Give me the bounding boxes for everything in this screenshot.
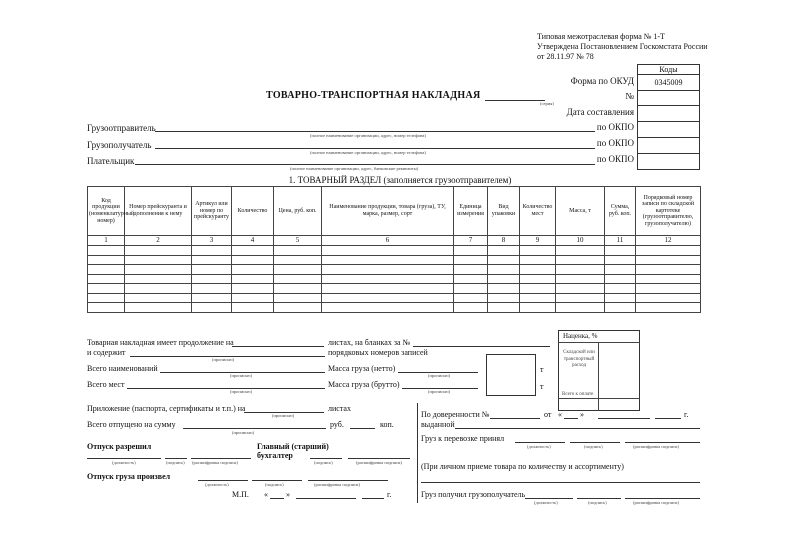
codes-block (637, 64, 700, 170)
personal-acceptance-field[interactable] (421, 482, 700, 483)
received-position-hint: (должность) (534, 500, 558, 505)
released-name-hint: (расшифровка подписи) (314, 482, 360, 487)
table-cell[interactable] (322, 246, 454, 256)
table-cell[interactable] (125, 293, 192, 303)
released-signature-field[interactable] (252, 480, 302, 481)
table-cell[interactable] (192, 293, 232, 303)
table-cell[interactable] (125, 246, 192, 256)
accountant-name-field[interactable] (348, 458, 410, 459)
accepted-signature-hint: (подпись) (584, 444, 603, 449)
cargo-released-label: Отпуск груза произвел (87, 472, 171, 481)
table-cell[interactable] (88, 293, 125, 303)
table-cell[interactable] (454, 274, 488, 284)
col-header-11: Сумма, руб. коп. (605, 187, 636, 236)
total-names-hint: (прописью) (230, 373, 253, 378)
col-number-7: 7 (454, 236, 488, 246)
table-cell[interactable] (454, 293, 488, 303)
col-number-6: 6 (322, 236, 454, 246)
table-cell[interactable] (232, 246, 274, 256)
table-cell[interactable] (232, 265, 274, 275)
table-row (88, 255, 701, 265)
table-cell[interactable] (322, 303, 454, 313)
table-cell[interactable] (636, 255, 701, 265)
col-header-3: Артикул или номер по прейскуранту (192, 187, 232, 236)
received-position-field[interactable] (525, 498, 573, 499)
table-cell[interactable] (274, 246, 322, 256)
table-cell[interactable] (322, 274, 454, 284)
table-cell[interactable] (192, 255, 232, 265)
col-number-11: 11 (605, 236, 636, 246)
contains-hint: (прописью) (212, 357, 235, 362)
release-name-hint: (расшифровка подписи) (192, 460, 238, 465)
table-cell[interactable] (322, 255, 454, 265)
accepted-position-hint: (должность) (527, 444, 551, 449)
table-cell[interactable] (605, 255, 636, 265)
table-cell[interactable] (488, 284, 520, 294)
markup-divider-2 (558, 398, 640, 399)
table-row (88, 265, 701, 275)
table-cell[interactable] (520, 255, 556, 265)
received-signature-hint: (подпись) (588, 500, 607, 505)
consignee-field[interactable] (155, 148, 595, 149)
accountant-name-hint: (расшифровка подписи) (356, 460, 402, 465)
form-info-line1: Типовая межотраслевая форма № 1-Т (537, 32, 665, 41)
table-cell[interactable] (636, 246, 701, 256)
date-quote-open: « (264, 490, 268, 499)
table-row (88, 246, 701, 256)
markup-total: Всего к оплате (562, 392, 594, 397)
table-cell[interactable] (636, 293, 701, 303)
accepted-position-field[interactable] (515, 442, 565, 443)
col-header-7: Единица измерения (454, 187, 488, 236)
table-cell[interactable] (605, 274, 636, 284)
series-hint: (серия) (540, 101, 554, 106)
col-header-6: Наименование продукции, товара (груза), ТУ, марка, размер, сорт (322, 187, 454, 236)
gross-unit: т (540, 382, 544, 391)
col-number-1: 1 (88, 236, 125, 246)
okpo-consignee-label: по ОКПО (596, 138, 634, 148)
okpo-shipper-cell[interactable] (637, 122, 700, 138)
col-header-8: Вид упаковки (488, 187, 520, 236)
table-cell[interactable] (636, 284, 701, 294)
number-cell[interactable] (637, 91, 700, 107)
net-mass-hint: (прописью) (428, 373, 451, 378)
col-number-4: 4 (232, 236, 274, 246)
released-sum-label: Всего отпущено на сумму (87, 420, 176, 429)
attorney-day-field[interactable] (564, 418, 578, 419)
received-signature-field[interactable] (577, 498, 621, 499)
table-cell[interactable] (556, 284, 605, 294)
markup-divider (558, 342, 640, 343)
payer-label: Плательщик (87, 156, 135, 166)
release-signature-hint: (подпись) (166, 460, 185, 465)
chief-accountant-label: Главный (старший) бухгалтер (257, 442, 329, 461)
date-label: Дата составления (566, 107, 634, 117)
attachment-label: Приложение (паспорта, сертификаты и т.п.) на (87, 404, 246, 413)
table-cell[interactable] (232, 303, 274, 313)
release-name-field[interactable] (191, 458, 251, 459)
table-cell[interactable] (322, 284, 454, 294)
attachment-hint: (прописью) (272, 413, 295, 418)
attorney-month-field[interactable] (598, 418, 650, 419)
contains-label: и содержит (87, 348, 126, 357)
table-cell[interactable] (454, 265, 488, 275)
table-cell[interactable] (488, 303, 520, 313)
attorney-quote-close: » (580, 410, 584, 419)
table-cell[interactable] (605, 246, 636, 256)
codes-header: Коды (637, 64, 700, 75)
table-cell[interactable] (488, 246, 520, 256)
table-cell[interactable] (488, 255, 520, 265)
accepted-name-hint: (расшифровка подписи) (633, 444, 679, 449)
table-cell[interactable] (556, 303, 605, 313)
shipper-hint: (полное наименование организации, адрес, номер телефона) (310, 133, 426, 138)
col-header-1: Код продукции (номенклатурный номер) (88, 187, 125, 236)
table-cell[interactable] (488, 274, 520, 284)
table-cell[interactable] (454, 255, 488, 265)
form-info-line3: от 28.11.97 № 78 (537, 52, 594, 61)
table-cell[interactable] (125, 265, 192, 275)
table-cell[interactable] (125, 274, 192, 284)
accountant-signature-field[interactable] (310, 458, 342, 459)
table-cell[interactable] (232, 255, 274, 265)
received-name-field[interactable] (625, 498, 700, 499)
table-cell[interactable] (556, 274, 605, 284)
attorney-year-suffix: г. (684, 410, 689, 419)
net-unit: т (540, 365, 544, 374)
okpo-shipper-label: по ОКПО (596, 122, 634, 132)
total-places-field[interactable] (127, 388, 325, 389)
table-cell[interactable] (520, 284, 556, 294)
payer-hint: (полное наименование организации, адрес, банковские реквизиты) (290, 166, 419, 171)
table-cell[interactable] (322, 293, 454, 303)
col-number-9: 9 (520, 236, 556, 246)
year-suffix: г. (387, 490, 392, 499)
total-places-label: Всего мест (87, 380, 125, 389)
goods-table (87, 186, 701, 313)
col-number-10: 10 (556, 236, 605, 246)
released-position-field[interactable] (198, 480, 248, 481)
total-names-label: Всего наименований (87, 364, 158, 373)
table-row (88, 303, 701, 313)
series-line[interactable] (485, 100, 545, 101)
received-name-hint: (расшифровка подписи) (633, 500, 679, 505)
table-cell[interactable] (636, 303, 701, 313)
accepted-name-field[interactable] (625, 442, 700, 443)
table-cell[interactable] (88, 265, 125, 275)
release-signature-field[interactable] (165, 458, 187, 459)
released-position-hint: (должность) (205, 482, 229, 487)
table-cell[interactable] (454, 284, 488, 294)
table-cell[interactable] (520, 274, 556, 284)
sheets-blanks-label: листах, на бланках за № (328, 338, 411, 347)
table-row (88, 274, 701, 284)
release-allowed-label: Отпуск разрешил (87, 442, 152, 451)
table-cell[interactable] (274, 303, 322, 313)
table-cell[interactable] (520, 303, 556, 313)
okpo-payer-cell[interactable] (637, 154, 700, 170)
gross-mass-hint: (прописью) (428, 389, 451, 394)
date-quote-close: » (286, 490, 290, 499)
table-cell[interactable] (125, 284, 192, 294)
release-position-field[interactable] (87, 458, 161, 459)
table-cell[interactable] (274, 274, 322, 284)
table-cell[interactable] (605, 284, 636, 294)
cargo-received-label: Груз получил грузополучатель (421, 490, 526, 499)
continuation-field[interactable] (232, 346, 324, 347)
table-header-row (88, 187, 701, 236)
continuation-label: Товарная накладная имеет продолжение на (87, 338, 234, 347)
table-cell[interactable] (125, 255, 192, 265)
table-cell[interactable] (88, 246, 125, 256)
month-field[interactable] (296, 498, 356, 499)
table-cell[interactable] (232, 274, 274, 284)
table-row (88, 284, 701, 294)
day-field[interactable] (270, 498, 284, 499)
table-cell[interactable] (322, 265, 454, 275)
okpo-payer-label: по ОКПО (596, 154, 634, 164)
rub-label: руб. (330, 420, 344, 429)
released-sum-field[interactable] (183, 428, 326, 429)
table-cell[interactable] (488, 293, 520, 303)
released-name-field[interactable] (308, 480, 388, 481)
table-cell[interactable] (192, 274, 232, 284)
table-cell[interactable] (454, 303, 488, 313)
issued-field[interactable] (455, 428, 700, 429)
table-cell[interactable] (274, 265, 322, 275)
col-number-8: 8 (488, 236, 520, 246)
col-number-2: 2 (125, 236, 192, 246)
gross-mass-label: Масса груза (брутто) (328, 380, 400, 389)
date-cell[interactable] (637, 106, 700, 122)
col-header-10: Масса, т (556, 187, 605, 236)
section-title: 1. ТОВАРНЫЙ РАЗДЕЛ (заполняется грузоотправителем) (288, 175, 512, 185)
col-header-2: Номер прейскуранта и дополнения к нему (125, 187, 192, 236)
table-cell[interactable] (520, 265, 556, 275)
shipper-label: Грузоотправитель (87, 123, 156, 133)
okud-label: Форма по ОКУД (570, 76, 634, 86)
number-label: № (625, 91, 634, 101)
table-cell[interactable] (88, 303, 125, 313)
page-title: ТОВАРНО-ТРАНСПОРТНАЯ НАКЛАДНАЯ (266, 90, 481, 101)
table-cell[interactable] (556, 246, 605, 256)
net-mass-label: Масса груза (нетто) (328, 364, 396, 373)
table-cell[interactable] (274, 293, 322, 303)
table-cell[interactable] (556, 293, 605, 303)
consignee-hint: (полное наименование организации, адрес, номер телефона) (310, 150, 426, 155)
power-of-attorney-label: По доверенности № (421, 410, 490, 419)
kop-label: коп. (380, 420, 394, 429)
table-cell[interactable] (605, 265, 636, 275)
total-places-hint: (прописью) (230, 389, 253, 394)
markup-header: Наценка, % (563, 332, 598, 340)
okpo-consignee-cell[interactable] (637, 138, 700, 154)
table-cell[interactable] (232, 284, 274, 294)
from-label: от (544, 410, 552, 419)
col-number-12: 12 (636, 236, 701, 246)
released-sum-hint: (прописью) (232, 430, 255, 435)
col-header-9: Количество мест (520, 187, 556, 236)
table-cell[interactable] (488, 265, 520, 275)
attorney-quote-open: « (558, 410, 562, 419)
col-header-5: Цена, руб. коп. (274, 187, 322, 236)
table-cell[interactable] (232, 293, 274, 303)
released-signature-hint: (подпись) (265, 482, 284, 487)
col-number-5: 5 (274, 236, 322, 246)
cargo-accepted-label: Груз к перевозке принял (421, 434, 505, 443)
year-field[interactable] (362, 498, 384, 499)
form-info-line2: Утверждена Постановлением Госкомстата России (537, 42, 708, 51)
table-cell[interactable] (556, 265, 605, 275)
accepted-signature-field[interactable] (570, 442, 620, 443)
attorney-number-field[interactable] (490, 418, 540, 419)
table-cell[interactable] (520, 246, 556, 256)
blanks-number-field[interactable] (413, 346, 550, 347)
table-cell[interactable] (556, 255, 605, 265)
table-cell[interactable] (520, 293, 556, 303)
table-cell[interactable] (605, 293, 636, 303)
table-number-row (88, 236, 701, 246)
table-cell[interactable] (192, 303, 232, 313)
table-cell[interactable] (192, 246, 232, 256)
table-cell[interactable] (192, 265, 232, 275)
mass-box[interactable] (486, 354, 536, 396)
table-cell[interactable] (274, 255, 322, 265)
col-number-3: 3 (192, 236, 232, 246)
payer-field[interactable] (135, 164, 595, 165)
markup-warehouse: Складской или транспортный расход (563, 350, 595, 368)
table-cell[interactable] (125, 303, 192, 313)
issued-label: выданной (421, 420, 455, 429)
kop-field[interactable] (350, 428, 375, 429)
table-cell[interactable] (192, 284, 232, 294)
markup-vdivider (598, 342, 599, 411)
sheets-label: листах (328, 404, 351, 413)
table-cell[interactable] (605, 303, 636, 313)
consignee-label: Грузополучатель (87, 140, 152, 150)
okud-value: 0345009 (637, 75, 700, 91)
col-header-12: Порядковый номер записи по складской картотеке (грузоотправителю, грузополучателю) (636, 187, 701, 236)
personal-acceptance-label: (При личном приеме товара по количеству и ассортименту) (421, 462, 624, 471)
shipper-field[interactable] (155, 131, 595, 132)
accountant-signature-hint: (подпись) (314, 460, 333, 465)
table-cell[interactable] (454, 246, 488, 256)
table-row (88, 293, 701, 303)
stamp-label: М.П. (232, 490, 249, 499)
table-cell[interactable] (88, 284, 125, 294)
col-header-4: Количество (232, 187, 274, 236)
record-numbers-label: порядковых номеров записей (328, 348, 428, 357)
section-divider (417, 403, 418, 503)
table-cell[interactable] (636, 274, 701, 284)
table-cell[interactable] (636, 265, 701, 275)
table-cell[interactable] (88, 274, 125, 284)
attorney-year-field[interactable] (655, 418, 681, 419)
table-cell[interactable] (88, 255, 125, 265)
table-cell[interactable] (274, 284, 322, 294)
release-position-hint: (должность) (112, 460, 136, 465)
